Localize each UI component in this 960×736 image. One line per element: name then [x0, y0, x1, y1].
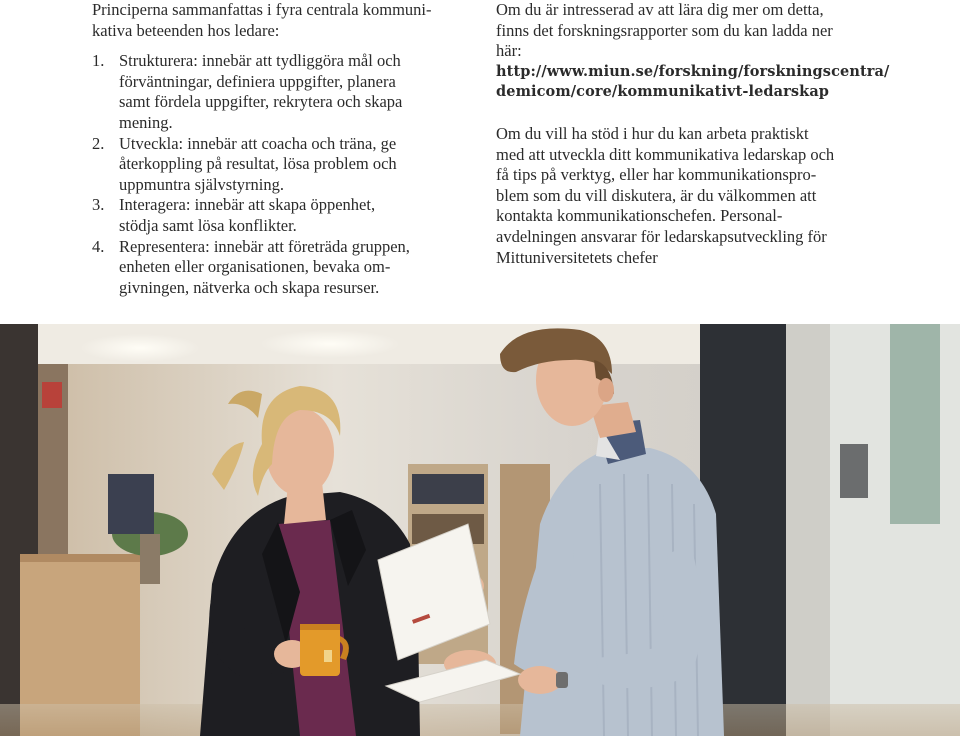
office-scene-illustration	[0, 324, 960, 736]
list-number: 1.	[92, 51, 105, 71]
list-text: Interagera: innebär att skapa öppenhet, stödja samt lösa konflikter.	[119, 195, 376, 235]
list-text: Utveckla: innebär att coacha och träna, ge återkoppling på resultat, lösa problem och uppmuntra självstyrning.	[119, 133, 397, 194]
list-item	[92, 51, 462, 133]
list-item	[92, 195, 462, 236]
principles-list	[92, 51, 462, 298]
list-text: Strukturera: innebär att tydliggöra mål och förväntningar, definiera uppgifter, planera samt fördela uppgifter, rekrytera och skapa mening.	[119, 51, 403, 132]
list-text: Representera: innebär att företräda gruppen, enheten eller organisationen, bevaka om- givningen, nätverka och skapa resurser.	[119, 236, 410, 297]
research-paragraph: Om du är intresserad av att lära dig mer om detta, finns det forskningsrapporter som du kan ladda ner här:	[496, 0, 833, 61]
right-column	[496, 0, 890, 268]
list-number: 2.	[92, 133, 105, 153]
list-number: 4.	[92, 236, 105, 256]
principles-intro: Principerna sammanfattas i fyra centrala kommuni- kativa beteenden hos ledare:	[92, 0, 432, 40]
list-item	[92, 237, 462, 299]
research-link[interactable]: http://www.miun.se/forskning/forskningscentra/ demicom/core/kommunikativt-ledarskap	[496, 62, 890, 101]
office-photo	[0, 324, 960, 736]
support-paragraph: Om du vill ha stöd i hur du kan arbeta praktiskt med att utveckla ditt kommunikativa ledarskap och få tips på verktyg, eller har kommunikationspro- blem som du vill diskutera, är du välkommen att kontakta kommunikationschefen. Personal- avdelningen ansvarar för ledarskapsutveckling för Mittuniversitetets chefer	[496, 123, 835, 267]
list-item	[92, 134, 462, 196]
list-number: 3.	[92, 195, 105, 215]
left-column	[92, 0, 462, 298]
